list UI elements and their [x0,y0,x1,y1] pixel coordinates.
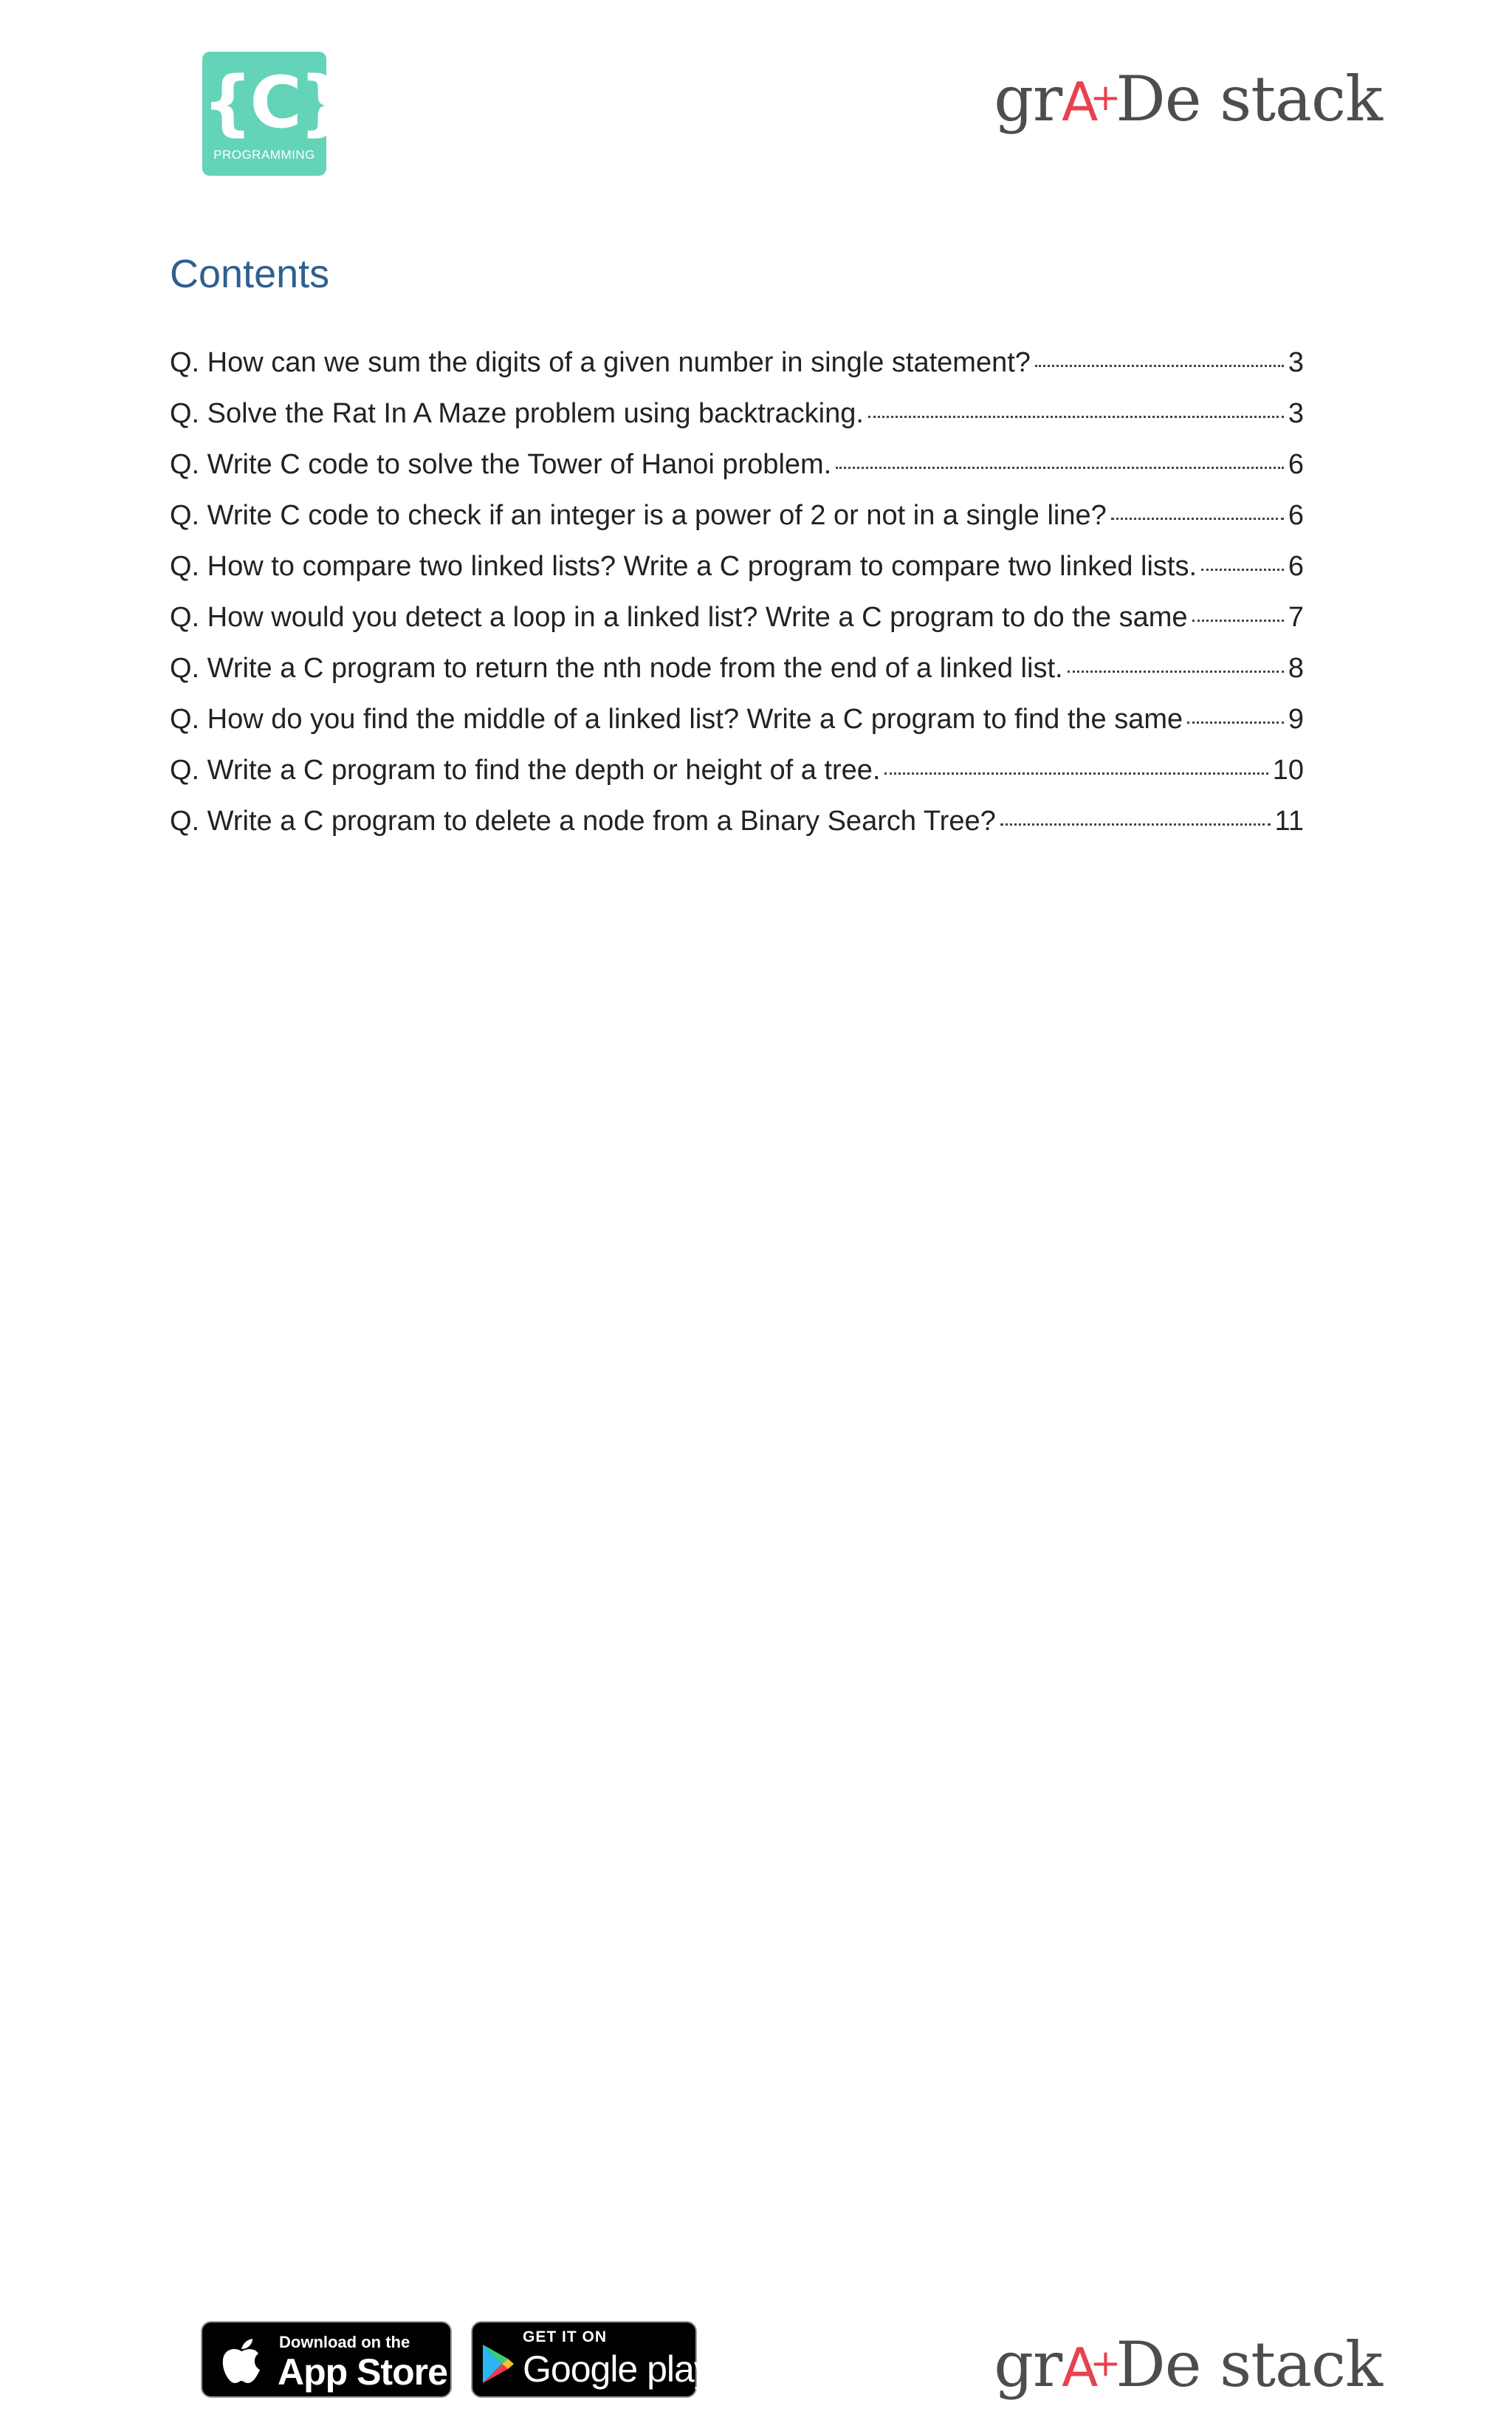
toc-item[interactable] [170,347,1304,398]
brand-part1: gr [994,63,1062,135]
toc-leader [1201,569,1284,571]
c-logo-glyph: {C} [202,61,347,144]
toc-item-text: Q. How do you find the middle of a linked list? Write a C program to find the same [170,704,1183,735]
brand-part2: A [1062,71,1098,133]
toc-item-page: 3 [1288,398,1304,429]
toc-item-text: Q. Write a C program to delete a node from a Binary Search Tree? [170,806,996,837]
toc-item-text: Q. Write a C program to return the nth node from the end of a linked list. [170,653,1063,684]
toc-item-page: 11 [1274,806,1304,837]
toc-item-page: 6 [1288,500,1304,531]
toc-item[interactable] [170,704,1304,755]
brand-plus: + [1090,2342,1121,2385]
gradestack-logo-bottom [994,2328,1382,2401]
toc-leader [1068,671,1284,673]
toc-item-page: 6 [1288,551,1304,582]
app-store-small-text: Download on the [279,2333,410,2351]
toc-item-text: Q. Write C code to solve the Tower of Hanoi problem. [170,449,832,480]
table-of-contents [170,347,1304,857]
google-play-big-text: Google play [523,2348,712,2390]
toc-leader [884,772,1268,775]
toc-leader [1111,518,1284,520]
toc-item-page: 10 [1272,755,1304,786]
toc-leader [836,467,1284,469]
gradestack-logo-top [994,63,1382,135]
brand-part2: A [1062,2337,1098,2399]
app-store-badge[interactable] [201,2321,452,2398]
toc-item[interactable] [170,653,1304,704]
toc-leader [868,416,1284,418]
c-logo-subtitle: PROGRAMMING [213,148,315,162]
toc-item-page: 9 [1288,704,1304,735]
brand-part1: gr [994,2328,1062,2401]
brand-part4: De stack [1116,63,1382,135]
toc-item[interactable] [170,398,1304,449]
apple-icon [220,2337,263,2385]
toc-item[interactable] [170,755,1304,806]
toc-leader [1192,620,1284,622]
c-programming-logo [202,52,347,176]
brand-plus: + [1090,76,1121,119]
toc-item[interactable] [170,500,1304,551]
google-play-icon [481,2343,514,2385]
toc-item-page: 6 [1288,449,1304,480]
toc-item[interactable] [170,449,1304,500]
toc-item-text: Q. How would you detect a loop in a linked list? Write a C program to do the same [170,602,1188,633]
google-play-small-text: GET IT ON [523,2328,607,2345]
toc-item-text: Q. Write a C program to find the depth or height of a tree. [170,755,881,786]
toc-item-page: 8 [1288,653,1304,684]
toc-item-text: Q. Write C code to check if an integer is a power of 2 or not in a single line? [170,500,1107,531]
toc-item[interactable] [170,602,1304,653]
toc-item[interactable] [170,806,1304,857]
toc-item-page: 7 [1288,602,1304,633]
toc-item[interactable] [170,551,1304,602]
toc-leader [1187,721,1284,724]
toc-item-page: 3 [1288,347,1304,378]
toc-item-text: Q. How to compare two linked lists? Write a C program to compare two linked lists. [170,551,1197,582]
google-play-badge[interactable] [471,2321,712,2398]
contents-title: Contents [170,252,330,296]
toc-leader [1035,365,1284,367]
brand-part4: De stack [1116,2328,1382,2401]
toc-item-text: Q. Solve the Rat In A Maze problem using backtracking. [170,398,864,429]
toc-item-text: Q. How can we sum the digits of a given number in single statement? [170,347,1031,378]
app-store-big-text: App Store [278,2351,447,2393]
toc-leader [1000,823,1271,826]
